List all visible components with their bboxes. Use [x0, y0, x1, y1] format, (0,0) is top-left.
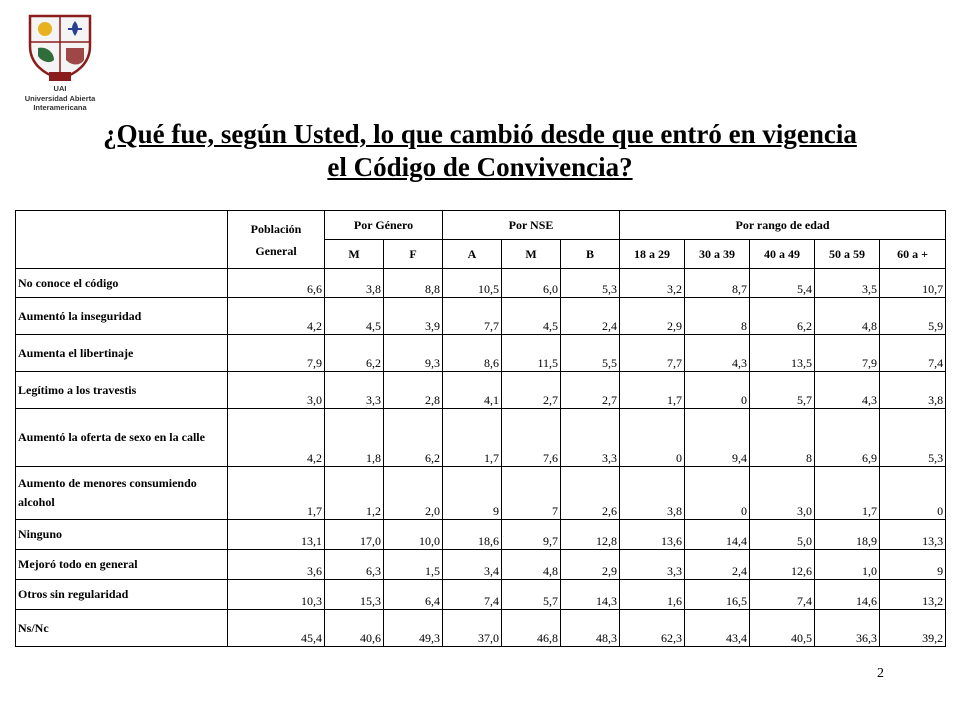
page-number: 2 [877, 666, 884, 681]
university-logo [10, 12, 110, 112]
table-cell: 9 [443, 467, 502, 520]
table-cell: 3,8 [620, 467, 685, 520]
table-cell: 2,4 [561, 298, 620, 335]
table-cell: 7 [502, 467, 561, 520]
table-row [16, 409, 946, 467]
results-table [15, 210, 946, 647]
table-cell: 7,9 [815, 335, 880, 372]
table-cell: 45,4 [228, 610, 325, 647]
table-cell: 2,4 [685, 550, 750, 580]
table-cell: 16,5 [685, 580, 750, 610]
table-row [16, 550, 946, 580]
table-cell: 3,0 [750, 467, 815, 520]
table-cell: 0 [685, 467, 750, 520]
row-label: Ns/Nc [16, 610, 228, 647]
table-cell: 39,2 [880, 610, 946, 647]
subheader-genero-m: M [325, 240, 384, 269]
table-row [16, 467, 946, 520]
logo-name-line2: Interamericana [33, 103, 87, 112]
table-cell: 40,5 [750, 610, 815, 647]
table-cell: 3,6 [228, 550, 325, 580]
table-cell: 13,5 [750, 335, 815, 372]
table-cell: 0 [685, 372, 750, 409]
row-label: No conoce el código [16, 269, 228, 298]
table-cell: 3,9 [384, 298, 443, 335]
table-cell: 49,3 [384, 610, 443, 647]
table-cell: 8,7 [685, 269, 750, 298]
subheader-edad-50-59: 50 a 59 [815, 240, 880, 269]
table-cell: 2,6 [561, 467, 620, 520]
table-cell: 13,3 [880, 520, 946, 550]
table-cell: 2,7 [502, 372, 561, 409]
table-row [16, 580, 946, 610]
table-row [16, 610, 946, 647]
table-cell: 5,0 [750, 520, 815, 550]
university-crest-icon [24, 12, 96, 82]
table-cell: 6,2 [750, 298, 815, 335]
table-cell: 6,6 [228, 269, 325, 298]
title-line-2: el Código de Convivencia? [327, 152, 633, 182]
table-cell: 11,5 [502, 335, 561, 372]
table-row [16, 335, 946, 372]
header-por-nse: Por NSE [443, 211, 620, 240]
table-cell: 36,3 [815, 610, 880, 647]
table-cell: 10,5 [443, 269, 502, 298]
table-cell: 48,3 [561, 610, 620, 647]
table-cell: 1,7 [620, 372, 685, 409]
table-cell: 1,2 [325, 467, 384, 520]
table-cell: 5,4 [750, 269, 815, 298]
table-cell: 7,6 [502, 409, 561, 467]
table-cell: 13,6 [620, 520, 685, 550]
table-cell: 9,4 [685, 409, 750, 467]
table-cell: 46,8 [502, 610, 561, 647]
table-cell: 4,5 [502, 298, 561, 335]
table-cell: 43,4 [685, 610, 750, 647]
table-cell: 1,7 [443, 409, 502, 467]
table-row [16, 520, 946, 550]
subheader-edad-18-29: 18 a 29 [620, 240, 685, 269]
table-cell: 5,3 [561, 269, 620, 298]
table-cell: 4,8 [502, 550, 561, 580]
table-cell: 3,8 [325, 269, 384, 298]
row-label: Aumento de menores consumiendo alcohol [16, 467, 228, 520]
table-cell: 1,0 [815, 550, 880, 580]
header-empty-cell [16, 211, 228, 269]
subheader-edad-60-plus: 60 a + [880, 240, 946, 269]
table-cell: 3,3 [620, 550, 685, 580]
table-cell: 10,3 [228, 580, 325, 610]
table-cell: 3,5 [815, 269, 880, 298]
table-cell: 3,3 [561, 409, 620, 467]
table-cell: 1,8 [325, 409, 384, 467]
row-label: Aumentó la inseguridad [16, 298, 228, 335]
subheader-nse-a: A [443, 240, 502, 269]
table-cell: 7,4 [880, 335, 946, 372]
table-cell: 7,7 [443, 298, 502, 335]
table-cell: 13,1 [228, 520, 325, 550]
row-label: Aumentó la oferta de sexo en la calle [16, 409, 228, 467]
table-cell: 4,2 [228, 298, 325, 335]
header-por-genero: Por Género [325, 211, 443, 240]
subheader-genero-f: F [384, 240, 443, 269]
subheader-nse-m: M [502, 240, 561, 269]
row-label: Mejoró todo en general [16, 550, 228, 580]
table-cell: 3,3 [325, 372, 384, 409]
row-label: Otros sin regularidad [16, 580, 228, 610]
subheader-edad-30-39: 30 a 39 [685, 240, 750, 269]
table-cell: 4,8 [815, 298, 880, 335]
table-cell: 4,1 [443, 372, 502, 409]
row-label: Ninguno [16, 520, 228, 550]
title-line-1: ¿Qué fue, según Usted, lo que cambió desde que entró en vigencia [103, 119, 857, 149]
table-cell: 12,8 [561, 520, 620, 550]
table-cell: 3,8 [880, 372, 946, 409]
table-cell: 10,7 [880, 269, 946, 298]
table-cell: 7,7 [620, 335, 685, 372]
table-cell: 3,2 [620, 269, 685, 298]
table-cell: 1,6 [620, 580, 685, 610]
subheader-edad-40-49: 40 a 49 [750, 240, 815, 269]
table-cell: 2,9 [620, 298, 685, 335]
page-title [20, 118, 940, 184]
table-cell: 8 [685, 298, 750, 335]
table-cell: 2,9 [561, 550, 620, 580]
table-cell: 14,4 [685, 520, 750, 550]
row-label: Legítimo a los travestis [16, 372, 228, 409]
table-cell: 18,9 [815, 520, 880, 550]
logo-seal-letters: UAI [53, 84, 67, 93]
header-poblacion-general [228, 211, 325, 269]
table-cell: 13,2 [880, 580, 946, 610]
table-cell: 5,3 [880, 409, 946, 467]
table-cell: 37,0 [443, 610, 502, 647]
results-table-body [16, 269, 946, 647]
table-cell: 7,4 [750, 580, 815, 610]
table-cell: 4,3 [815, 372, 880, 409]
table-cell: 9,3 [384, 335, 443, 372]
table-cell: 10,0 [384, 520, 443, 550]
table-cell: 4,5 [325, 298, 384, 335]
table-cell: 4,2 [228, 409, 325, 467]
table-row [16, 372, 946, 409]
table-cell: 1,7 [228, 467, 325, 520]
table-cell: 1,7 [815, 467, 880, 520]
table-cell: 14,6 [815, 580, 880, 610]
table-cell: 0 [880, 467, 946, 520]
table-cell: 6,0 [502, 269, 561, 298]
table-cell: 6,9 [815, 409, 880, 467]
table-cell: 7,9 [228, 335, 325, 372]
table-cell: 6,2 [325, 335, 384, 372]
table-cell: 17,0 [325, 520, 384, 550]
table-cell: 5,9 [880, 298, 946, 335]
table-cell: 8,6 [443, 335, 502, 372]
table-cell: 18,6 [443, 520, 502, 550]
table-cell: 2,0 [384, 467, 443, 520]
header-general: General [255, 243, 297, 258]
table-cell: 1,5 [384, 550, 443, 580]
table-cell: 6,2 [384, 409, 443, 467]
table-cell: 6,4 [384, 580, 443, 610]
table-cell: 3,4 [443, 550, 502, 580]
table-cell: 9 [880, 550, 946, 580]
table-cell: 3,0 [228, 372, 325, 409]
table-cell: 62,3 [620, 610, 685, 647]
table-cell: 12,6 [750, 550, 815, 580]
table-cell: 15,3 [325, 580, 384, 610]
table-cell: 5,5 [561, 335, 620, 372]
table-cell: 6,3 [325, 550, 384, 580]
header-poblacion: Población [250, 221, 302, 236]
header-por-rango-de-edad: Por rango de edad [620, 211, 946, 240]
table-cell: 7,4 [443, 580, 502, 610]
table-cell: 4,3 [685, 335, 750, 372]
table-cell: 2,7 [561, 372, 620, 409]
table-cell: 0 [620, 409, 685, 467]
table-row [16, 269, 946, 298]
table-cell: 14,3 [561, 580, 620, 610]
table-cell: 8 [750, 409, 815, 467]
table-row [16, 298, 946, 335]
table-cell: 5,7 [750, 372, 815, 409]
table-cell: 5,7 [502, 580, 561, 610]
table-cell: 2,8 [384, 372, 443, 409]
logo-name-line1: Universidad Abierta [24, 94, 96, 103]
table-cell: 9,7 [502, 520, 561, 550]
row-label: Aumenta el libertinaje [16, 335, 228, 372]
table-cell: 8,8 [384, 269, 443, 298]
subheader-nse-b: B [561, 240, 620, 269]
table-cell: 40,6 [325, 610, 384, 647]
